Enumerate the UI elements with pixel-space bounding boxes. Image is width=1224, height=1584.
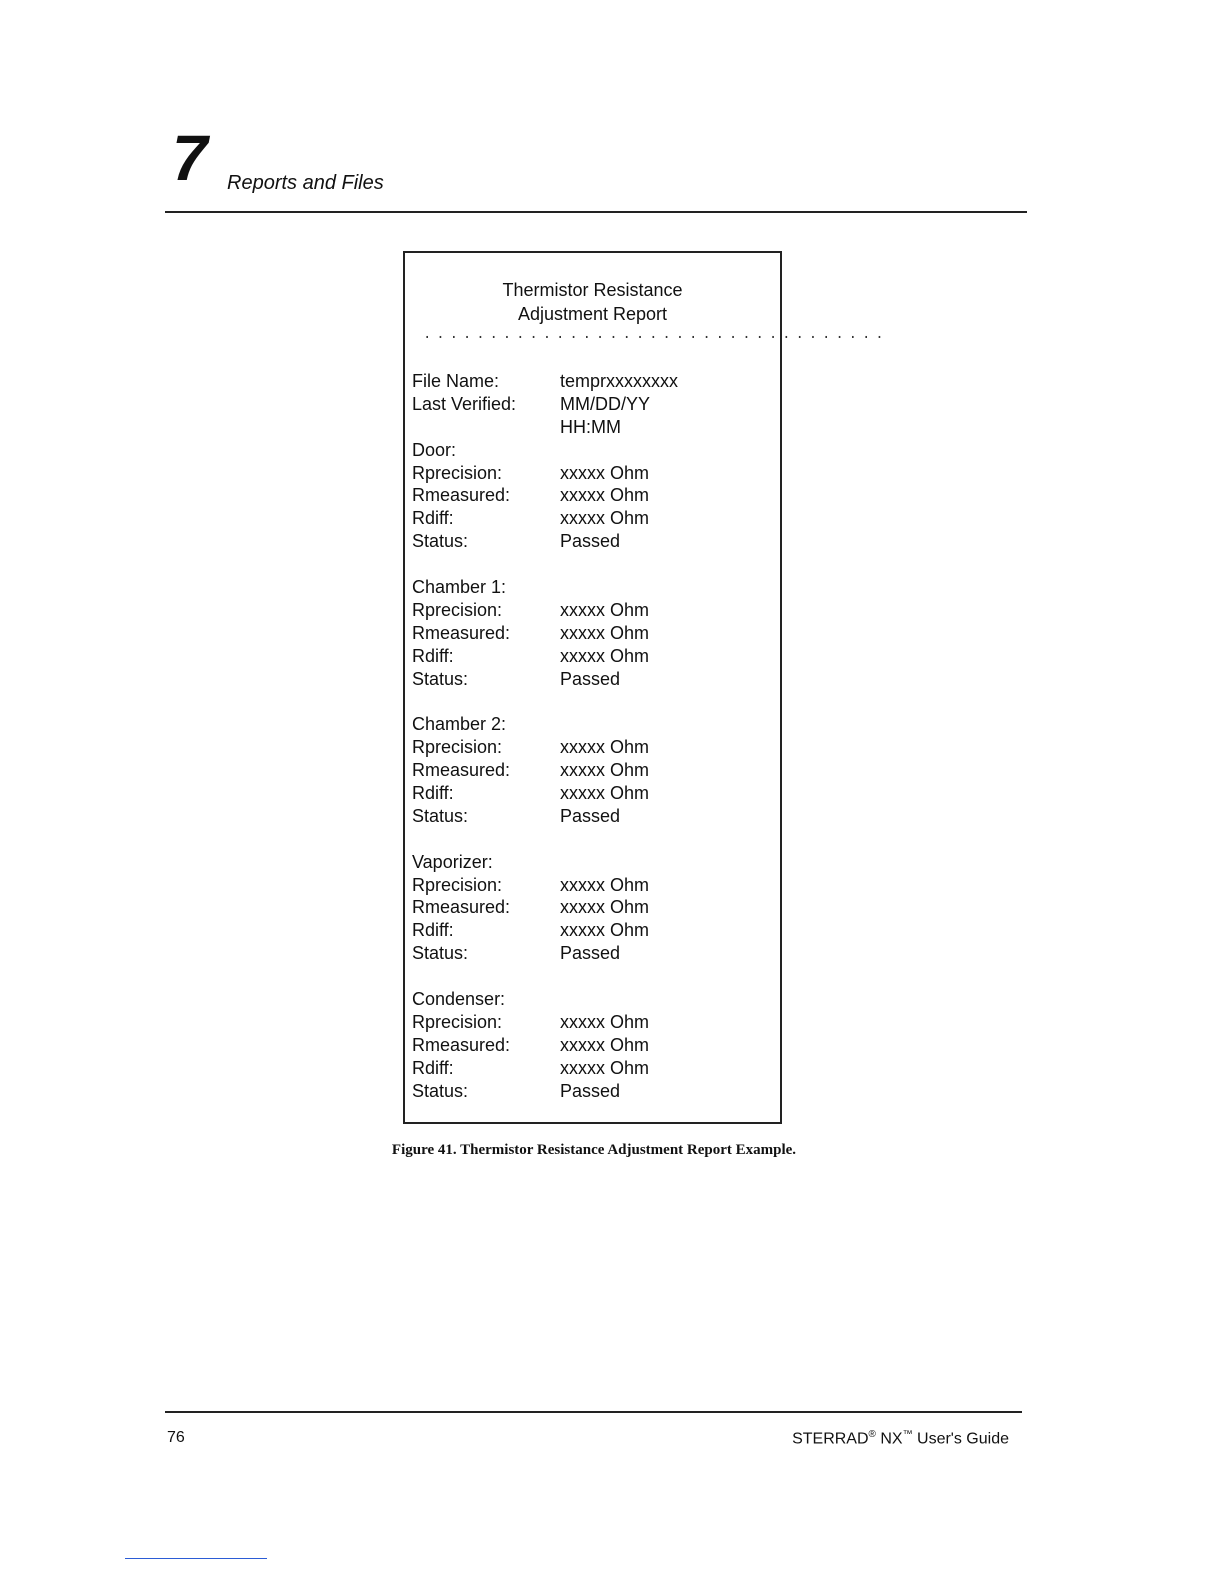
measurement-value: xxxxx Ohm [560, 645, 650, 666]
measurement-row [412, 1011, 772, 1034]
measurement-row [412, 507, 772, 530]
section-heading: Chamber 1: [412, 577, 507, 598]
file-name-row [412, 370, 772, 393]
report-box [403, 251, 889, 1124]
measurement-row [412, 530, 772, 553]
measurement-value: xxxxx Ohm [560, 920, 650, 941]
measurement-value: xxxxx Ohm [560, 874, 650, 895]
header-rule [165, 211, 1027, 213]
last-verified-time-row [412, 416, 772, 439]
measurement-label: Status: [412, 531, 469, 552]
measurement-value: xxxxx Ohm [560, 1034, 650, 1055]
measurement-row [412, 622, 772, 645]
measurement-row [412, 462, 772, 485]
section-spacer [412, 690, 772, 713]
measurement-label: Status: [412, 1080, 469, 1101]
measurement-label: Status: [412, 668, 469, 689]
report-sections [412, 439, 772, 1103]
measurement-value: xxxxx Ohm [560, 1057, 650, 1078]
measurement-label: Status: [412, 943, 469, 964]
footer-guide-title [792, 1429, 1009, 1448]
measurement-value: Passed [560, 531, 621, 552]
measurement-label: Rmeasured: [412, 1034, 511, 1055]
section-spacer [412, 553, 772, 576]
measurement-row [412, 1080, 772, 1103]
dotted-separator: ................................... [423, 327, 889, 343]
measurement-value: xxxxx Ohm [560, 508, 650, 529]
measurement-row [412, 1034, 772, 1057]
measurement-value: Passed [560, 943, 621, 964]
measurement-row [412, 759, 772, 782]
measurement-label: Rprecision: [412, 599, 503, 620]
last-verified-date: MM/DD/YY [560, 393, 650, 414]
measurement-label: Rmeasured: [412, 622, 511, 643]
link-underline [125, 1558, 267, 1559]
measurement-value: Passed [560, 805, 621, 826]
last-verified-time: HH:MM [560, 416, 621, 437]
measurement-label: Rdiff: [412, 920, 454, 941]
file-name-value: temprxxxxxxxx [560, 371, 679, 391]
measurement-label: Rprecision: [412, 462, 503, 483]
last-verified-label: Last Verified: [412, 393, 517, 414]
page-number: 76 [167, 1429, 185, 1446]
measurement-label: Rmeasured: [412, 897, 511, 918]
section-spacer [412, 965, 772, 988]
section-heading: Vaporizer: [412, 851, 493, 872]
measurement-value: Passed [560, 1080, 621, 1101]
measurement-value: xxxxx Ohm [560, 737, 650, 758]
trademark-mark: ™ [902, 1429, 913, 1440]
registered-mark: ® [868, 1429, 876, 1440]
measurement-label: Rprecision: [412, 1011, 503, 1032]
measurement-row [412, 919, 772, 942]
measurement-value: xxxxx Ohm [560, 1011, 650, 1032]
measurement-row [412, 942, 772, 965]
measurement-row [412, 782, 772, 805]
report-rows [412, 370, 772, 1103]
measurement-label: Rdiff: [412, 783, 454, 804]
measurement-value: xxxxx Ohm [560, 599, 650, 620]
measurement-label: Rprecision: [412, 874, 503, 895]
measurement-row [412, 805, 772, 828]
section-heading: Door: [412, 439, 457, 460]
measurement-row [412, 599, 772, 622]
measurement-value: xxxxx Ohm [560, 897, 650, 918]
last-verified-row [412, 393, 772, 416]
measurement-value: xxxxx Ohm [560, 760, 650, 781]
section-spacer [412, 828, 772, 851]
measurement-value: xxxxx Ohm [560, 485, 650, 506]
chapter-title: Reports and Files [227, 172, 384, 194]
guide-name: STERRAD [792, 1430, 869, 1448]
measurement-row [412, 1057, 772, 1080]
chapter-number: 7 [172, 122, 208, 194]
measurement-row [412, 645, 772, 668]
guide-suffix: User's Guide [912, 1430, 1009, 1448]
footer-rule [165, 1411, 1022, 1413]
measurement-label: Rdiff: [412, 645, 454, 666]
measurement-row [412, 736, 772, 759]
measurement-value: xxxxx Ohm [560, 462, 650, 483]
product-name: NX [875, 1430, 903, 1448]
figure-caption: Figure 41. Thermistor Resistance Adjustment Report Example. [391, 1142, 797, 1158]
measurement-row [412, 668, 772, 691]
report-title-line1: Thermistor Resistance [502, 280, 683, 300]
measurement-label: Status: [412, 805, 469, 826]
section-heading: Chamber 2: [412, 714, 507, 735]
report-title-line2: Adjustment Report [517, 304, 668, 324]
measurement-label: Rmeasured: [412, 485, 511, 506]
measurement-label: Rdiff: [412, 1057, 454, 1078]
report-title [405, 278, 780, 326]
measurement-row [412, 896, 772, 919]
measurement-label: Rmeasured: [412, 760, 511, 781]
measurement-row [412, 484, 772, 507]
measurement-label: Rprecision: [412, 737, 503, 758]
measurement-value: Passed [560, 668, 621, 689]
measurement-value: xxxxx Ohm [560, 783, 650, 804]
section-heading: Condenser: [412, 989, 506, 1010]
measurement-value: xxxxx Ohm [560, 622, 650, 643]
file-name-label: File Name: [412, 371, 500, 391]
measurement-label: Rdiff: [412, 508, 454, 529]
measurement-row [412, 874, 772, 897]
